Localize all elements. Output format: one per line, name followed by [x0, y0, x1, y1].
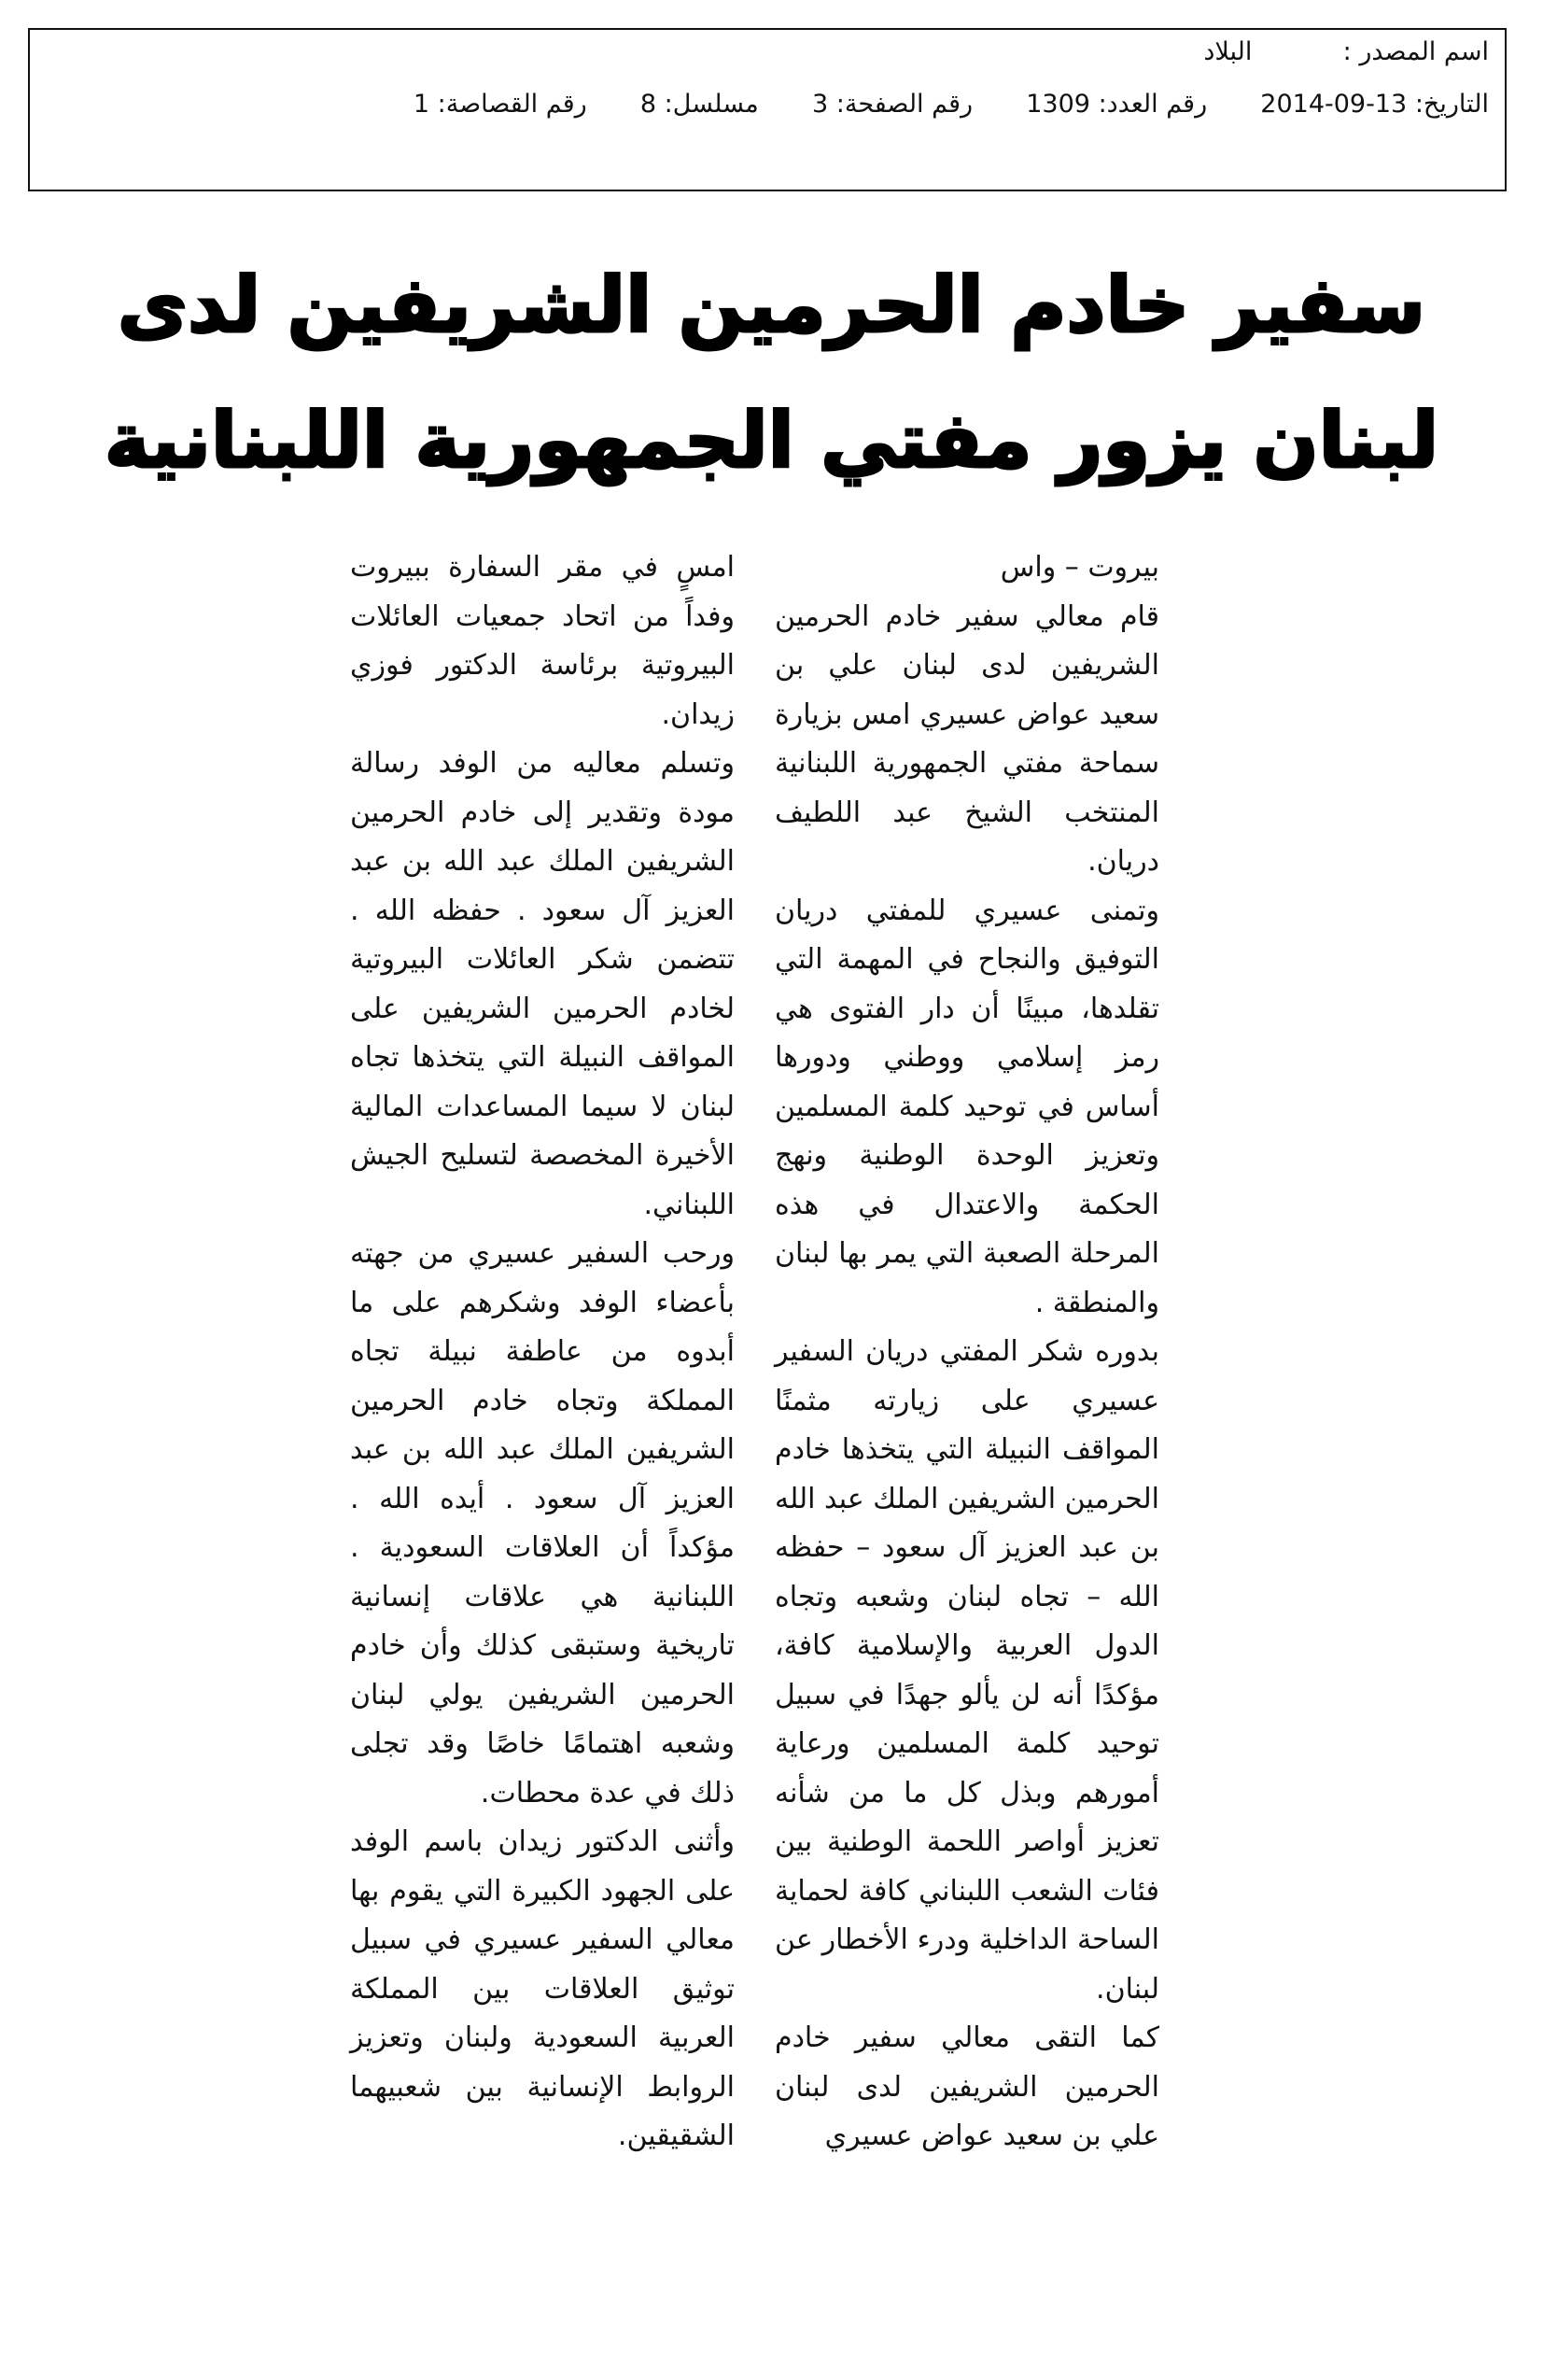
dateline: بيروت – واس	[1000, 551, 1159, 584]
headline-line-2: لبنان يزور مفتي الجمهورية اللبنانية	[104, 397, 1439, 486]
serial-label: مسلسل:	[664, 90, 759, 119]
clip-value: 1	[413, 90, 430, 119]
article-paragraph: امسٍ في مقر السفارة ببيروت وفداً من اتحاد جمعيات العائلات البيروتية برئاسة الدكتور فوزي زيدان.	[350, 551, 735, 731]
article-paragraph: بدوره شكر المفتي دريان السفير عسيري على زيارته مثمنًا المواقف النبيلة التي يتخذها خادم الحرمين الشريفين الملك عبد الله بن عبد العزيز آل سعود – حفظه الله – تجاه لبنان وشعبه وتجاه الدول العربية والإسلامية كافة، مؤكدًا أنه لن يألو جهدًا في سبيل توحيد كلمة المسلمين ورعاية أمورهم وبذل كل ما من شأنه تعزيز أواصر اللحمة الوطنية بين فئات الشعب اللبناني كافة لحماية الساحة الداخلية ودرء الأخطار عن لبنان.	[775, 1335, 1159, 2006]
source-label: اسم المصدر :	[1342, 37, 1489, 66]
clip-metadata-line	[414, 90, 1489, 119]
issue-label: رقم العدد:	[1098, 90, 1208, 119]
serial-value: 8	[639, 90, 657, 119]
date-label: التاريخ:	[1414, 90, 1489, 119]
article-paragraph: ورحب السفير عسيري من جهته بأعضاء الوفد وشكرهم على ما أبدوه من عاطفة نبيلة تجاه المملكة وتجاه خادم الحرمين الشريفين الملك عبد الله بن عبد العزيز آل سعود . أيده الله . مؤكداً أن العلاقات السعودية . اللبنانية هي علاقات إنسانية تاريخية وستبقى كذلك وأن خادم الحرمين الشريفين يولي لبنان وشعبه اهتمامًا خاصًا وقد تجلى ذلك في عدة محطات.	[350, 1237, 735, 1810]
clip-label: رقم القصاصة:	[437, 90, 587, 119]
source-value: البلاد	[1203, 37, 1253, 66]
article-paragraph: وتسلم معاليه من الوفد رسالة مودة وتقدير إلى خادم الحرمين الشريفين الملك عبد الله بن عبد العزيز آل سعود . حفظه الله . تتضمن شكر العائلات البيروتية لخادم الحرمين الشريفين على المواقف النبيلة التي يتخذها تجاه لبنان لا سيما المساعدات المالية الأخيرة المخصصة لتسليح الجيش اللبناني.	[350, 747, 735, 1221]
article-paragraph: وتمنى عسيري للمفتي دريان التوفيق والنجاح في المهمة التي تقلدها، مبينًا أن دار الفتوى هي رمز إسلامي ووطني ودورها أساس في توحيد كلمة المسلمين وتعزيز الوحدة الوطنية ونهج الحكمة والاعتدال في هذه المرحلة الصعبة التي يمر بها لبنان والمنطقة .	[775, 894, 1159, 1319]
article-paragraph: وأثنى الدكتور زيدان باسم الوفد على الجهود الكبيرة التي يقوم بها معالي السفير عسيري في سبيل توثيق العلاقات بين المملكة العربية السعودية ولبنان وتعزيز الروابط الإنسانية بين شعبيهما الشقيقين.	[350, 1825, 735, 2152]
article-paragraph: كما التقى معالي سفير خادم الحرمين الشريفين لدى لبنان علي بن سعيد عواض عسيري	[775, 2021, 1159, 2152]
page-label: رقم الصفحة:	[835, 90, 974, 119]
source-line	[1203, 37, 1489, 66]
issue-value: 1309	[1026, 90, 1090, 119]
article-column-left	[350, 543, 735, 2162]
date-value: 2014-09-13	[1260, 90, 1408, 119]
article-paragraph: قام معالي سفير خادم الحرمين الشريفين لدى لبنان علي بن سعيد عواض عسيري امس بزيارة سماحة مفتي الجمهورية اللبنانية المنتخب الشيخ عبد اللطيف دريان.	[775, 599, 1159, 878]
headline-line-1: سفير خادم الحرمين الشريفين لدى	[117, 261, 1426, 350]
article-column-right	[775, 543, 1159, 2162]
page-value: 3	[811, 90, 829, 119]
